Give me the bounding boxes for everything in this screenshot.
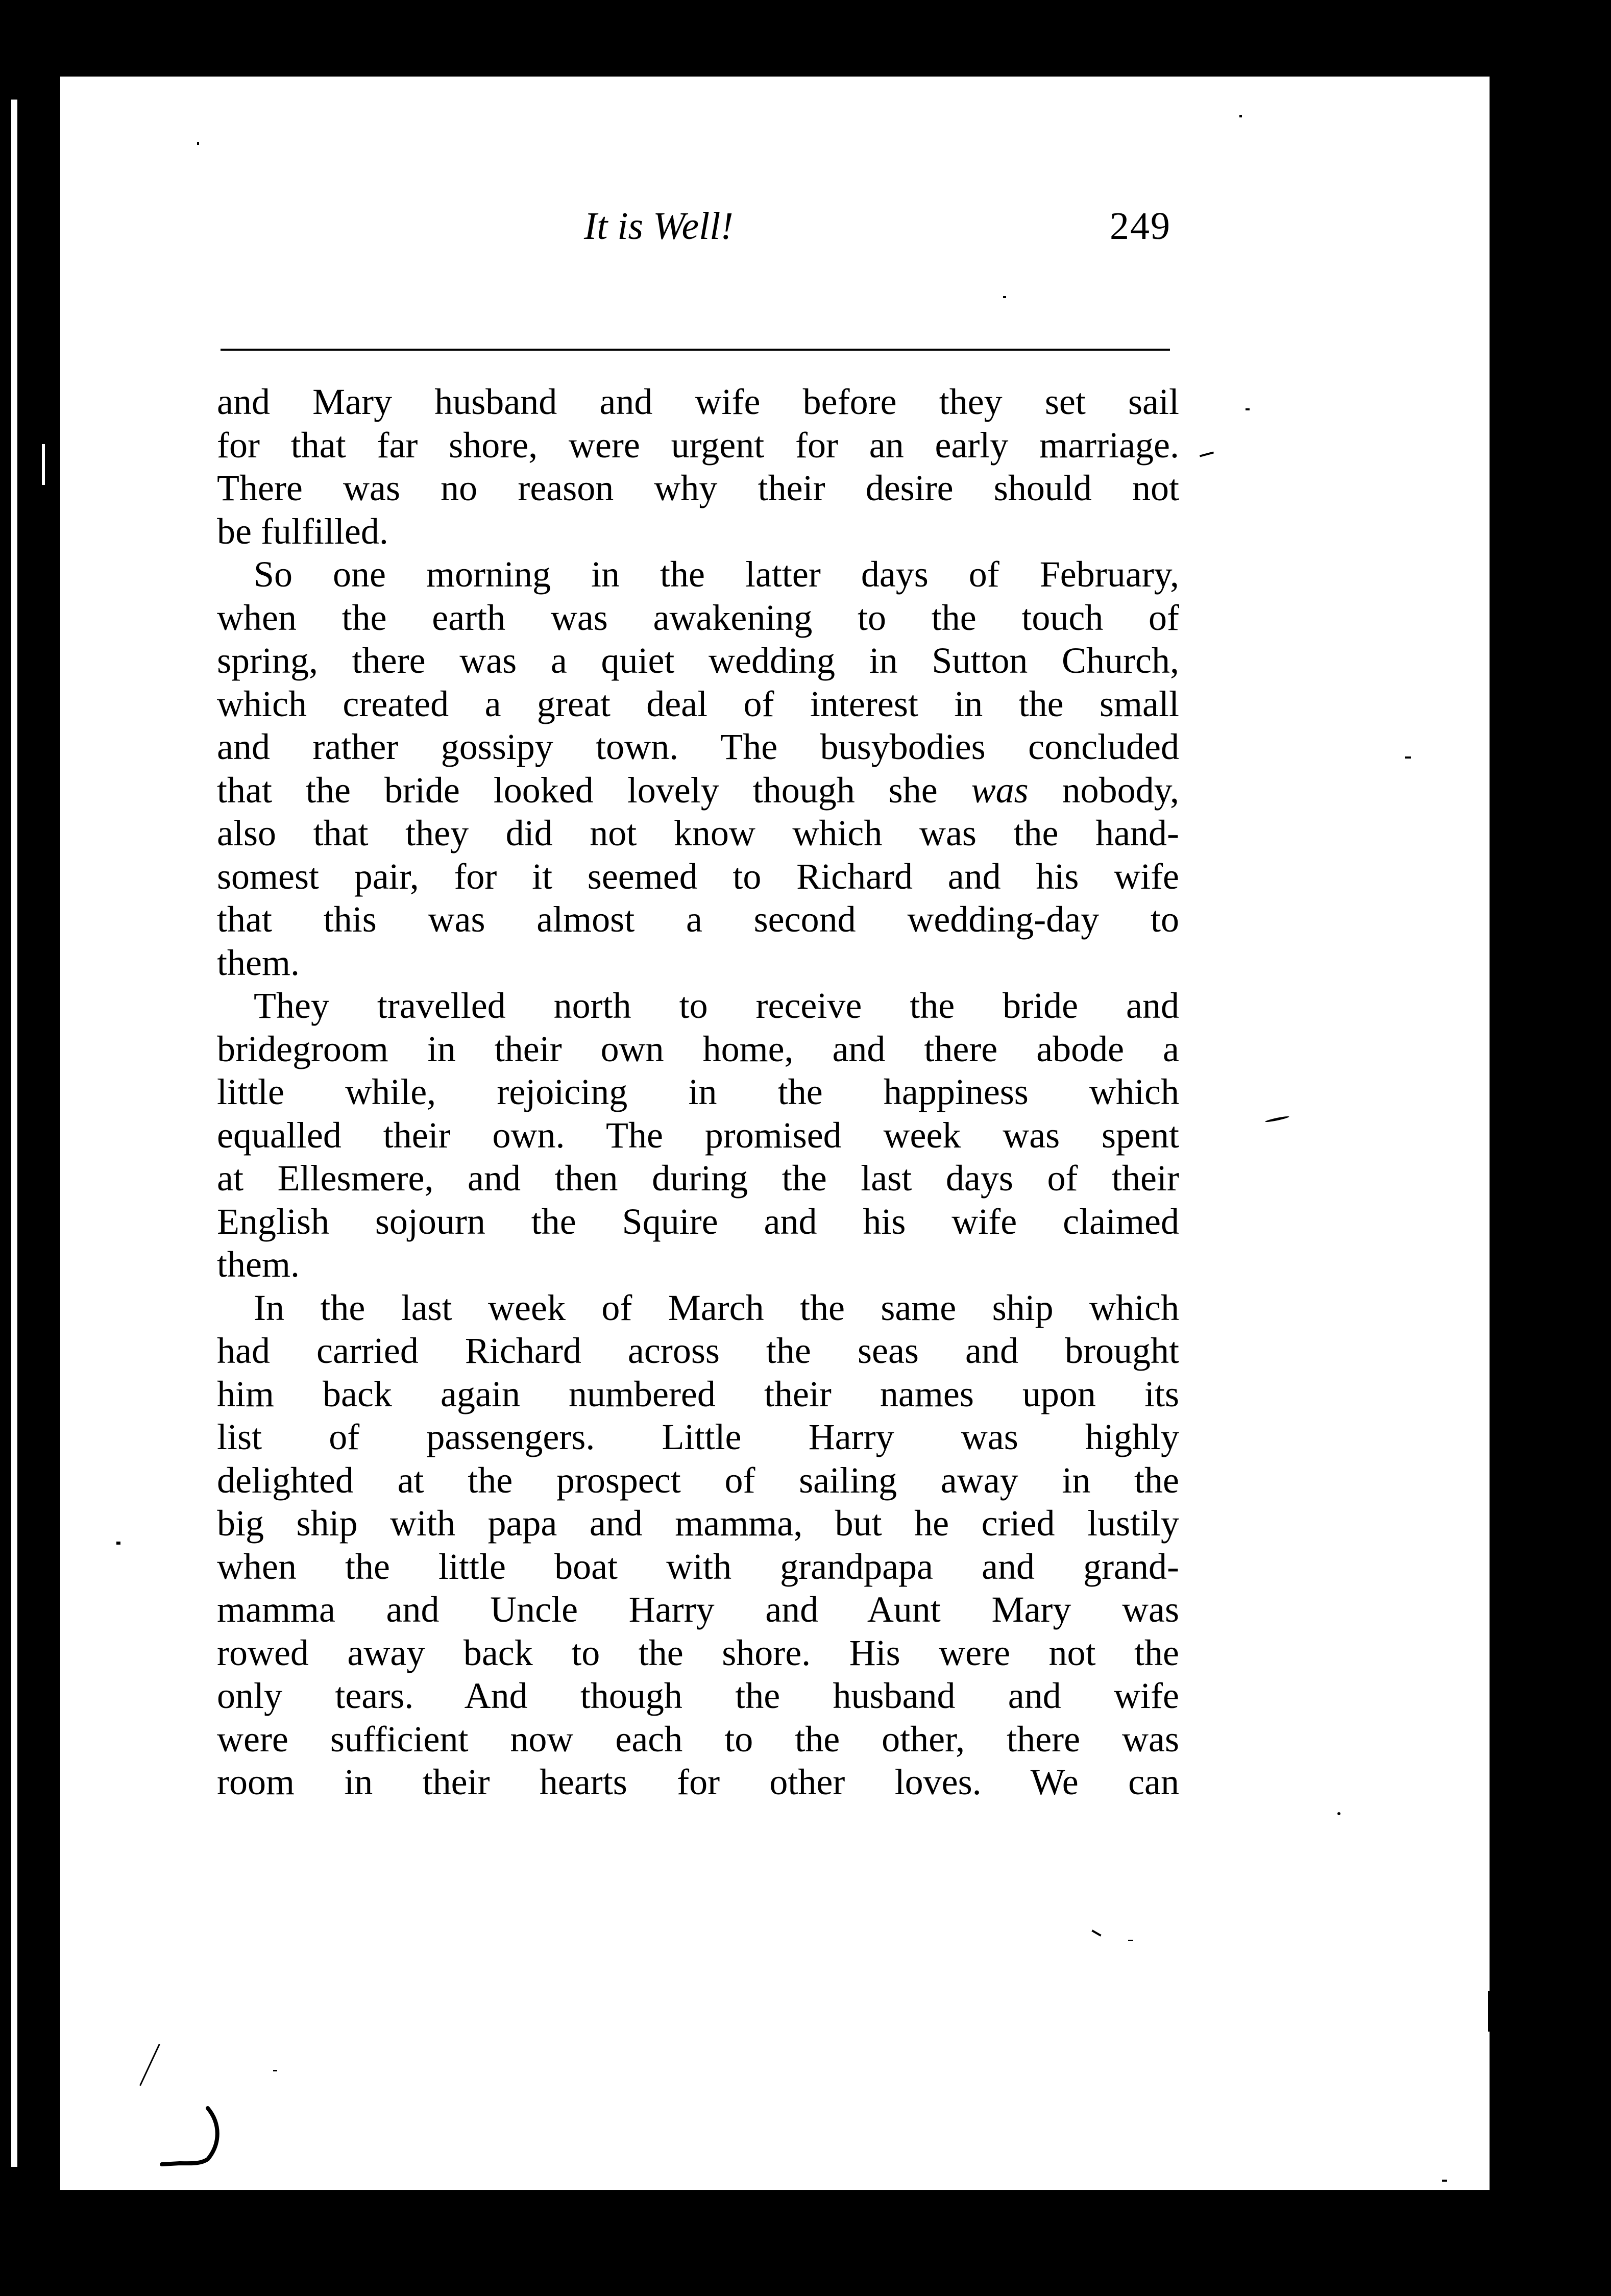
text-line: So one morning in the latter days of February, — [254, 554, 1179, 595]
scan-artifact-mark — [159, 2103, 236, 2175]
text-line: when the earth was awakening to the touch of — [217, 597, 1179, 638]
text-line: and rather gossipy town. The busybodies concluded — [217, 726, 1179, 767]
text-line: which created a great deal of interest in the small — [217, 683, 1179, 724]
text-line: room in their hearts for other loves. We can — [217, 1762, 1179, 1802]
scan-speck — [116, 1542, 120, 1545]
scan-speck — [1337, 1812, 1340, 1815]
text-line: when the little boat with grandpapa and grand- — [217, 1546, 1179, 1587]
page-edge-mark — [42, 444, 45, 485]
text-line: equalled their own. The promised week was spent — [217, 1114, 1179, 1156]
text-line: little while, rejoicing in the happiness which — [217, 1071, 1179, 1112]
text-line: them. — [217, 942, 300, 983]
scan-speck — [1239, 115, 1242, 117]
scan-speck — [1128, 1940, 1133, 1941]
text-line: be fulfilled. — [217, 510, 388, 552]
scan-speck — [1442, 2180, 1447, 2182]
scan-speck — [273, 2070, 277, 2071]
text-line: mamma and Uncle Harry and Aunt Mary was — [217, 1589, 1179, 1630]
text-line: that this was almost a second wedding-day to — [217, 899, 1179, 940]
text-line: them. — [217, 1244, 300, 1285]
text-line: for that far shore, were urgent for an early marriage. — [217, 424, 1179, 466]
text-line: him back again numbered their names upon its — [217, 1373, 1179, 1414]
text-line: also that they did not know which was the hand- — [217, 813, 1179, 853]
scan-speck — [197, 142, 199, 145]
text-line: that the bride looked lovely though she was nobody, — [217, 769, 1179, 811]
text-line: list of passengers. Little Harry was highly — [217, 1416, 1179, 1457]
page-number: 249 — [1110, 205, 1171, 248]
text-line: at Ellesmere, and then during the last days of their — [217, 1158, 1179, 1199]
body-text — [217, 380, 1179, 1804]
text-line: In the last week of March the same ship which — [254, 1287, 1179, 1328]
text-line: and Mary husband and wife before they set sail — [217, 381, 1179, 422]
text-line: English sojourn the Squire and his wife claimed — [217, 1201, 1179, 1242]
text-line: only tears. And though the husband and wife — [217, 1675, 1179, 1716]
text-line: were sufficient now each to the other, there was — [217, 1718, 1179, 1760]
header-rule — [221, 349, 1170, 351]
scan-speck — [1488, 1991, 1490, 2032]
text-line: There was no reason why their desire should not — [217, 468, 1179, 508]
text-line: had carried Richard across the seas and brought — [217, 1330, 1179, 1371]
running-title: It is Well! — [584, 205, 734, 248]
text-line: rowed away back to the shore. His were not the — [217, 1632, 1179, 1673]
page-edge-left — [11, 100, 17, 2167]
text-line: big ship with papa and mamma, but he cried lustily — [217, 1503, 1179, 1544]
text-line: somest pair, for it seemed to Richard and his wife — [217, 856, 1179, 897]
scan-speck — [1246, 408, 1250, 410]
scan-speck — [1405, 756, 1411, 759]
scan-speck — [1003, 296, 1006, 298]
text-line: delighted at the prospect of sailing away in the — [217, 1459, 1179, 1501]
text-line: bridegroom in their own home, and there abode a — [217, 1028, 1179, 1069]
page-header — [160, 204, 1171, 271]
text-line: They travelled north to receive the bride and — [254, 985, 1179, 1026]
text-line: spring, there was a quiet wedding in Sutton Church, — [217, 640, 1179, 681]
